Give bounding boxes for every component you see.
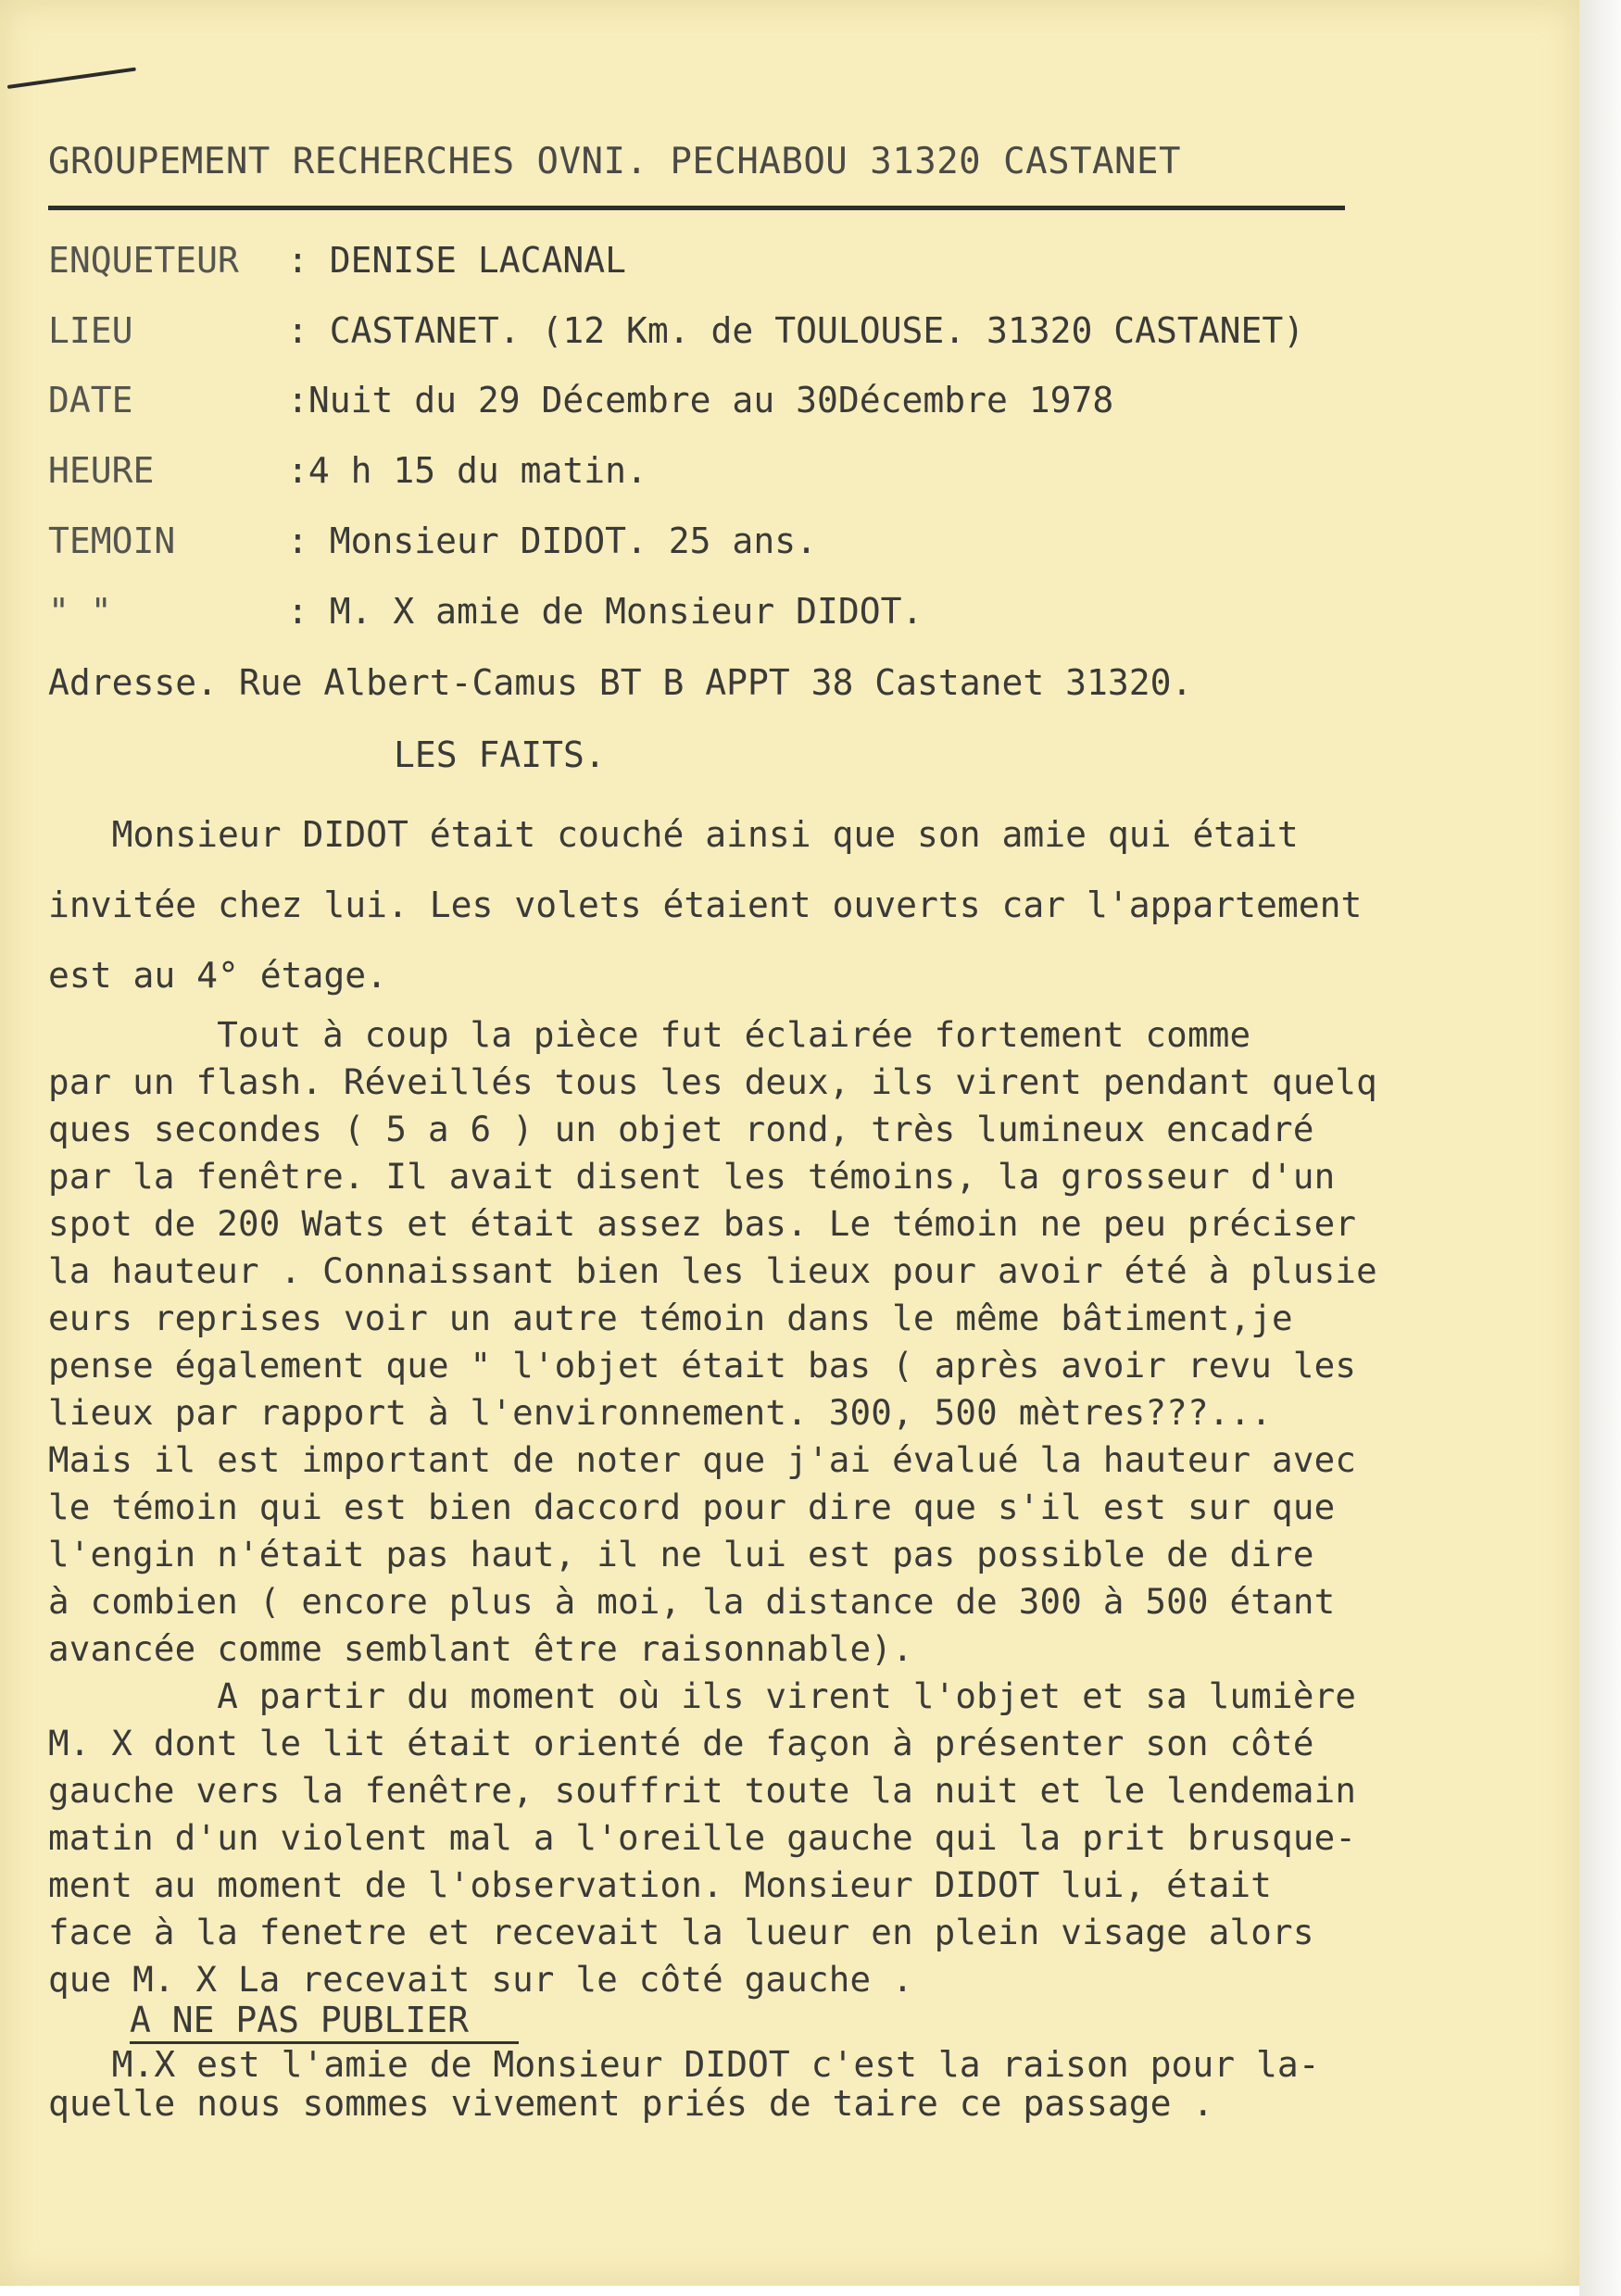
note-heading: A NE PAS PUBLIER: [130, 2000, 470, 2040]
field-label: TEMOIN: [48, 521, 176, 561]
field-value: :Nuit du 29 Décembre au 30Décembre 1978: [287, 380, 1114, 420]
field-label: DATE: [48, 380, 133, 420]
section-title: LES FAITS.: [394, 734, 606, 775]
field-temoin-2: [48, 588, 923, 634]
field-lieu: [48, 307, 1304, 354]
field-value: : DENISE LACANAL: [287, 240, 627, 281]
field-label: " ": [48, 591, 112, 632]
field-label: LIEU: [48, 310, 133, 351]
field-heure: [48, 447, 647, 494]
paragraph-intro: Monsieur DIDOT était couché ainsi que son amie qui était invitée chez lui. Les volets étaient ouverts car l'appartement est au 4° étage.: [48, 814, 1363, 996]
header-underline: [48, 206, 1345, 210]
field-value: :4 h 15 du matin.: [287, 450, 647, 491]
field-temoin: [48, 518, 817, 564]
document-header: GROUPEMENT RECHERCHES OVNI. PECHABOU 31320 CASTANET: [48, 141, 1181, 182]
field-label: HEURE: [48, 450, 155, 491]
note-text: M.X est l'amie de Monsieur DIDOT c'est la raison pour la- quelle nous sommes vivement priés de taire ce passage .: [48, 2044, 1320, 2124]
field-value: : Monsieur DIDOT. 25 ans.: [287, 521, 817, 561]
field-value: : CASTANET. (12 Km. de TOULOUSE. 31320 CASTANET): [287, 310, 1305, 351]
address-line: Adresse. Rue Albert-Camus BT B APPT 38 Castanet 31320.: [48, 662, 1193, 703]
field-enqueteur: [48, 237, 626, 283]
paragraph-body: Tout à coup la pièce fut éclairée fortement comme par un flash. Réveillés tous les deux, ils virent pendant quelq ques secondes ( 5 a 6 ) un objet rond, très lumineux encadré par la fenêtre. Il avait disent les témoins, la grosseur d'un spot de 200 Wats et était assez bas. Le témoin ne peu préciser la hauteur . Connaissant bien les lieux pour avoir été à plusie eurs reprises voir un autre témoin dans le même bâtiment,je pense également que " l'objet était bas ( après avoir revu les lieux par rapport à l'environnement. 300, 500 mètres???... Mais il est important de noter que j'ai évalué la hauteur avec le témoin qui est bien daccord pour dire que s'il est sur que l'engin n'était pas haut, il ne lui est pas possible de dire à combien ( encore plus à moi, la distance de 300 à 500 étant avancée comme semblant être raisonnable). A partir du moment où ils virent l'objet et sa lumière M. X dont le lit était orienté de façon à présenter son côté gauche vers la fenêtre, souffrit toute la nuit et le lendemain matin d'un violent mal a l'oreille gauche qui la prit brusque- ment au moment de l'observation. Monsieur DIDOT lui, était face à la fenetre et recevait la lueur en plein visage alors que M. X La recevait sur le côté gauche .: [48, 1014, 1377, 2000]
field-value: : M. X amie de Monsieur DIDOT.: [287, 591, 924, 632]
field-date: [48, 377, 1113, 423]
paper-edge: [1579, 0, 1621, 2296]
field-label: ENQUETEUR: [48, 240, 239, 281]
